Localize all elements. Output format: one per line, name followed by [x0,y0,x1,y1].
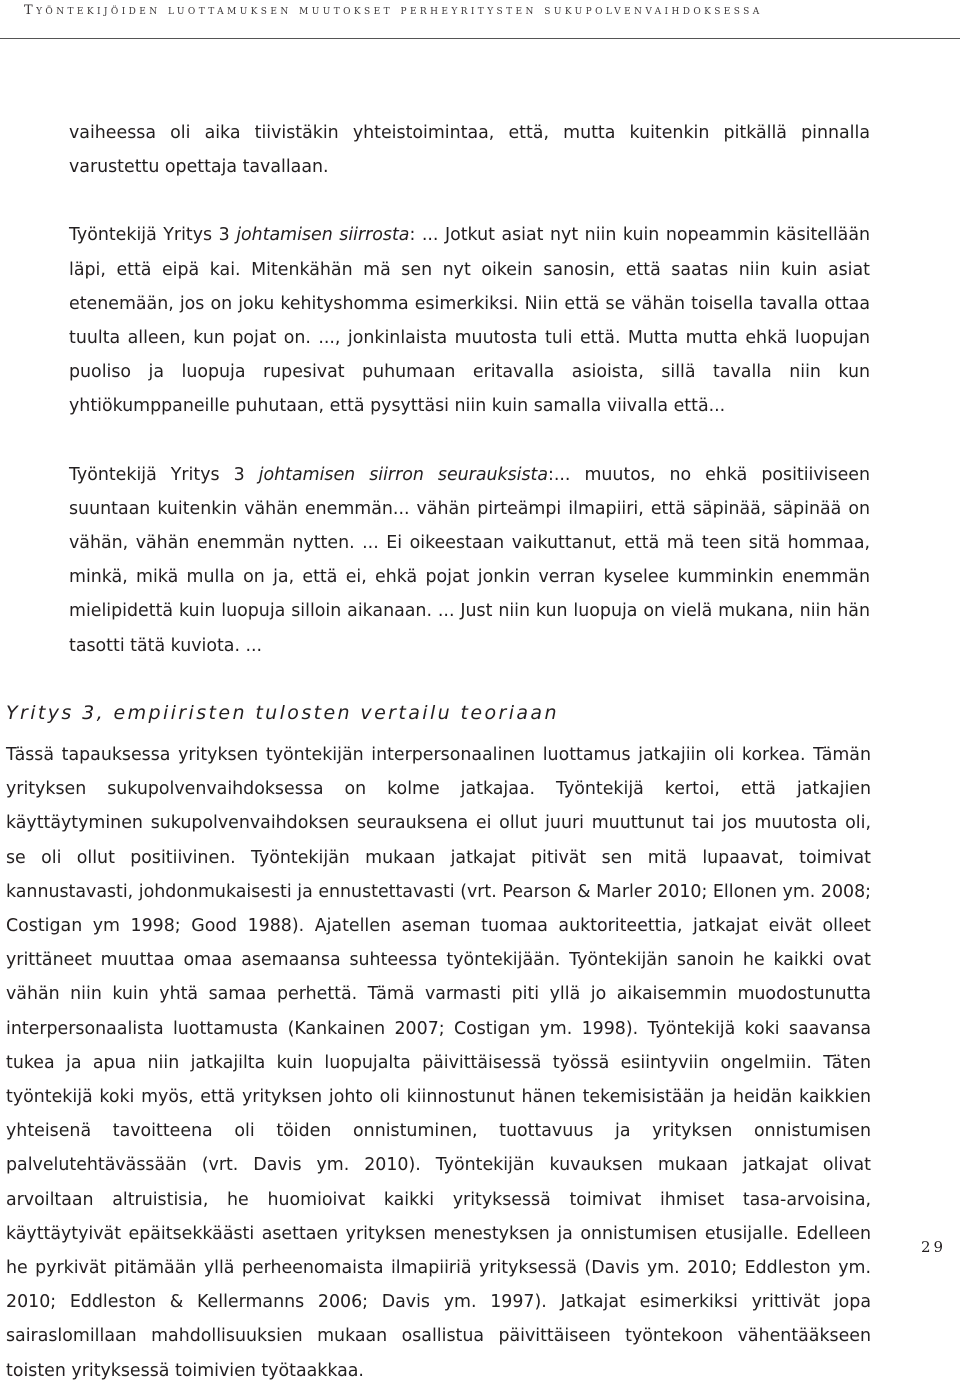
quote-prefix: Työntekijä Yritys 3 [69,464,259,485]
quote-italic-topic: johtamisen siirrosta [236,225,410,246]
quote-text: vaiheessa oli aika tiivistäkin yhteistoimintaa, että, mutta kuitenkin pitkällä pinnalla varustettu opettaja tavallaan. [69,123,870,178]
quote-paragraph [69,218,870,423]
quote-paragraph [69,116,870,184]
section-heading: Yritys 3, empiiristen tulosten vertailu teoriaan [6,702,559,724]
quote-italic-topic: johtamisen siirron seurauksista [258,464,548,485]
header-divider [0,38,960,39]
quote-text: : ... Jotkut asiat nyt niin kuin nopeammin käsitellään läpi, että eipä kai. Mitenkähän mä sen nyt oikein sanosin, että saatas niin kuin asiat etenemään, jos on joku kehityshomma esimerkiksi. Niin että se vähän toisella tavalla ottaa tuulta alleen, kun pojat on. ..., jonkinlaista muutosta tuli että. Mutta mutta ehkä luopujan puoliso ja luopuja rupesivat puhumaan eritavalla asioista, sillä tavalla niin kun yhtiökumppaneille puhutaan, että pysyttäsi niin kuin samalla viivalla että... [69,225,870,417]
quote-prefix: Työntekijä Yritys 3 [69,225,237,246]
running-head: Työntekijöiden luottamuksen muutokset perheyritysten sukupolvenvaihdoksessa [24,3,763,18]
body-paragraph: Tässä tapauksessa yrityksen työntekijän interpersonaalinen luottamus jatkajiin oli korkea. Tämän yrityksen sukupolvenvaihdoksessa on kolme jatkajaa. Työntekijä kertoi, että jatkajien käyttäytyminen sukupolvenvaihdoksen seurauksena ei ollut juuri muuttunut tai jos muutosta oli, se oli ollut positiivinen. Työntekijän mukaan jatkajat pitivät sen mitä lupaavat, toimivat kannustavasti, johdonmukaisesti ja ennustettavasti (vrt. Pearson & Marler 2010; Ellonen ym. 2008; Costigan ym 1998; Good 1988). Ajatellen aseman tuomaa auktoriteettia, jatkajat eivät olleet yrittäneet muuttaa omaa asemaansa suhteessa työntekijään. Työntekijän sanoin he kaikki ovat vähän niin kuin yhtä samaa perhettä. Tämä varmasti piti yllä jo aikaisemmin muodostunutta interpersonaalista luottamusta (Kankainen 2007; Costigan ym. 1998). Työntekijä koki saavansa tukea ja apua niin jatkajilta kuin luopujalta päivittäisessä työssä esiintyviin ongelmiin. Täten työntekijä koki myös, että yrityksen johto oli kiinnostunut hänen tekemisistään ja heidän kaikkien yhteisenä tavoitteena oli töiden onnistuminen, tuottavuus ja yrityksen onnistumisen palvelutehtävässään (vrt. Davis ym. 2010). Työntekijän kuvauksen mukaan jatkajat olivat arvoiltaan altruistisia, he huomioivat kaikki yrityksessä toimivat ihmiset tasa-arvoisina, käyttäytyivät epäitsekkäästi asettaen yrityksen menestyksen ja onnistumisen etusijalle. Edelleen he pyrkivät pitämään yllä perheenomaista ilmapiiriä yrityksessä (Davis ym. 2010; Eddleston ym. 2010; Eddleston & Kellermanns 2006; Davis ym. 1997). Jatkajat esimerkiksi yrittivät jopa sairaslomillaan mahdollisuuksien mukaan osallistua päivittäiseen työntekoon vähentääkseen toisten yrityksessä toimivien työtaakkaa. [6,745,871,1381]
interview-quotes [69,116,870,663]
page-number: 29 [921,1238,947,1256]
quote-text: :... muutos, no ehkä positiiviseen suuntaan kuitenkin vähän enemmän... vähän pirteämpi ilmapiiri, että säpinää, säpinää on vähän, vähän enemmän nytten. ... Ei oikeestaan vaikuttanut, että mä teen sitä hommaa, minkä, mikä mulla on ja, että ei, ehkä pojat jonkin verran kyselee kumminkin enemmän mielipidettä kuin luopuja silloin aikanaan. ... Just niin kun luopuja on vielä mukana, niin hän tasotti tätä kuviota. ... [69,464,870,656]
quote-paragraph [69,458,870,663]
